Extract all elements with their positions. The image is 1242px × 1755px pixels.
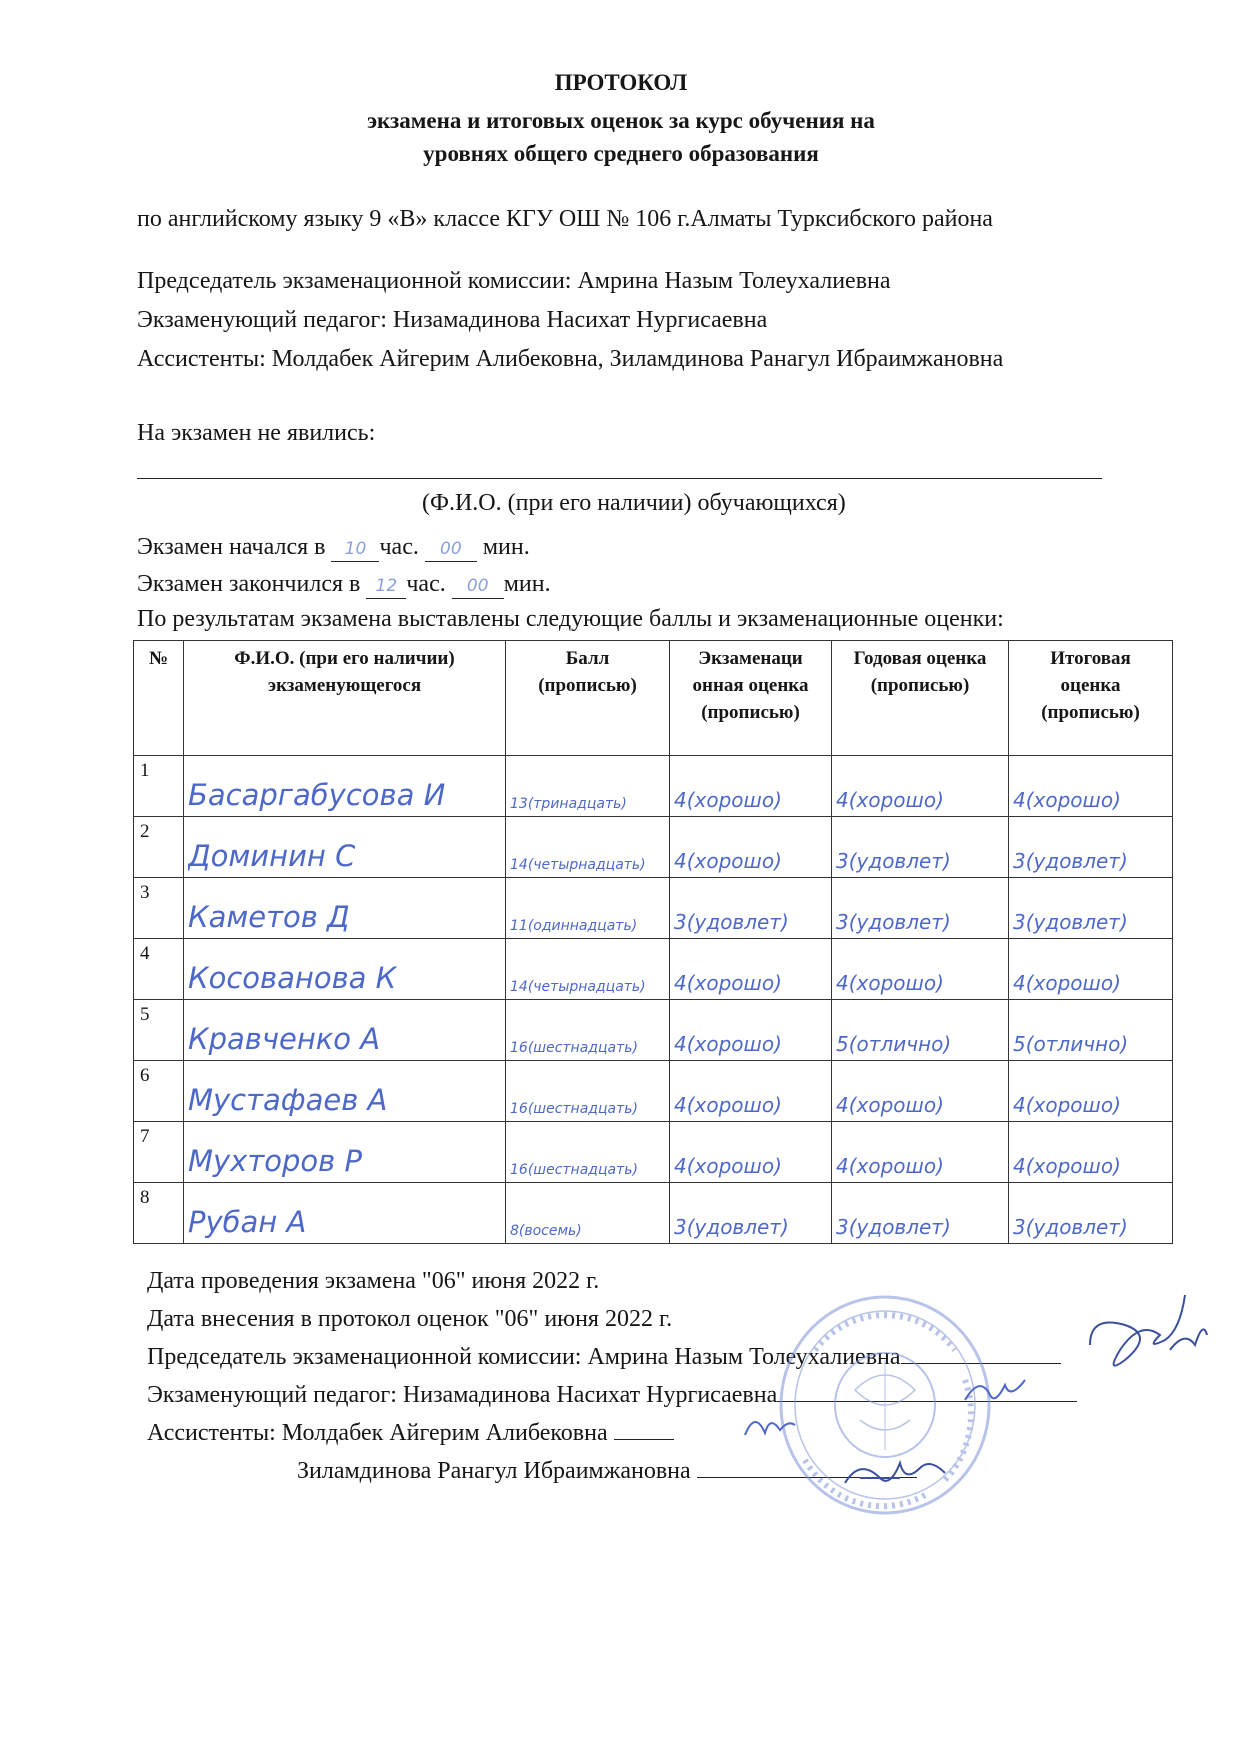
exam-grade: 3(удовлет) <box>674 1215 789 1239</box>
row-number: 1 <box>134 756 184 817</box>
year-grade: 4(хорошо) <box>836 1154 944 1178</box>
year-grade: 5(отлично) <box>836 1032 952 1056</box>
student-name: Кравченко А <box>188 1022 381 1056</box>
column-header-num: № <box>134 641 184 756</box>
row-number: 2 <box>134 817 184 878</box>
year-grade: 3(удовлет) <box>836 1215 951 1239</box>
score-in-words: 11(одиннадцать) <box>510 918 638 934</box>
footer-chair: Председатель экзаменационной комиссии: Амрина Назым Толеухалиевна <box>147 1344 901 1370</box>
subject-line: по английскому языку 9 «В» классе КГУ ОШ № 106 г.Алматы Турксибского района <box>137 206 993 232</box>
score-in-words-cell <box>506 817 670 878</box>
assistant1-signature <box>740 1405 800 1445</box>
absent-blank-line <box>137 478 1102 479</box>
exam-grade-cell <box>670 1183 832 1244</box>
table-row <box>134 817 1173 878</box>
year-grade-cell <box>832 1061 1009 1122</box>
student-name: Доминин С <box>188 839 356 873</box>
exam-grade: 4(хорошо) <box>674 788 782 812</box>
column-header-final-grade: Итоговая оценка (прописью) <box>1009 641 1173 756</box>
score-in-words-cell <box>506 1183 670 1244</box>
year-grade-cell <box>832 1122 1009 1183</box>
exam-grade: 3(удовлет) <box>674 910 789 934</box>
table-row <box>134 1000 1173 1061</box>
score-in-words-cell <box>506 939 670 1000</box>
final-grade-cell <box>1009 1122 1173 1183</box>
row-number: 5 <box>134 1000 184 1061</box>
year-grade: 4(хорошо) <box>836 788 944 812</box>
final-grade: 3(удовлет) <box>1013 849 1128 873</box>
year-grade: 3(удовлет) <box>836 910 951 934</box>
year-grade: 4(хорошо) <box>836 1093 944 1117</box>
exam-start-minute: 00 <box>440 539 462 559</box>
exam-start-prefix: Экзамен начался в <box>137 534 326 560</box>
exam-grade-cell <box>670 939 832 1000</box>
exam-start-line <box>137 534 530 562</box>
exam-end-hour: 12 <box>375 576 398 596</box>
commission-assistants: Ассистенты: Молдабек Айгерим Алибековна, Зиламдинова Ранагул Ибраимжановна <box>137 346 1004 372</box>
row-number: 3 <box>134 878 184 939</box>
footer-assistant2: Зиламдинова Ранагул Ибраимжановна <box>297 1458 691 1484</box>
results-intro: По результатам экзамена выставлены следующие баллы и экзаменационные оценки: <box>137 606 1004 632</box>
hour-label: час. <box>379 534 419 560</box>
student-name-cell <box>184 1183 506 1244</box>
student-name: Рубан А <box>188 1205 307 1239</box>
exam-grade: 4(хорошо) <box>674 971 782 995</box>
absent-caption: (Ф.И.О. (при его наличии) обучающихся) <box>422 490 846 516</box>
student-name-cell <box>184 1061 506 1122</box>
score-in-words-cell <box>506 756 670 817</box>
absent-label: На экзамен не явились: <box>137 420 376 446</box>
score-in-words: 14(четырнадцать) <box>510 857 646 873</box>
minute-label: мин. <box>503 571 551 597</box>
year-grade-cell <box>832 817 1009 878</box>
score-in-words-cell <box>506 1061 670 1122</box>
student-name-cell <box>184 817 506 878</box>
final-grade-cell <box>1009 1183 1173 1244</box>
student-name: Басаргабусова И <box>188 778 446 812</box>
year-grade-cell <box>832 756 1009 817</box>
document-subtitle-line1: экзамена и итоговых оценок за курс обучения на <box>367 108 875 133</box>
exam-end-line <box>137 571 551 599</box>
score-in-words: 16(шестнадцать) <box>510 1101 638 1117</box>
commission-examiner: Экзаменующий педагог: Низамадинова Насихат Нургисаевна <box>137 307 768 333</box>
exam-end-minute: 00 <box>466 576 489 596</box>
final-grade: 4(хорошо) <box>1013 1154 1121 1178</box>
score-in-words: 14(четырнадцать) <box>510 979 646 995</box>
entry-date: Дата внесения в протокол оценок "06" июня 2022 г. <box>147 1306 673 1332</box>
hour-label: час. <box>406 571 446 597</box>
row-number: 4 <box>134 939 184 1000</box>
exam-grade-cell <box>670 1000 832 1061</box>
table-row <box>134 1122 1173 1183</box>
exam-grade: 4(хорошо) <box>674 1154 782 1178</box>
final-grade-cell <box>1009 939 1173 1000</box>
minute-label: мин. <box>482 534 530 560</box>
final-grade-cell <box>1009 756 1173 817</box>
final-grade: 4(хорошо) <box>1013 1093 1121 1117</box>
footer-assistant1-line <box>147 1420 674 1447</box>
score-in-words: 16(шестнадцать) <box>510 1162 638 1178</box>
final-grade-cell <box>1009 878 1173 939</box>
table-row <box>134 1183 1173 1244</box>
score-in-words: 8(восемь) <box>510 1223 582 1239</box>
table-row <box>134 939 1173 1000</box>
final-grade: 3(удовлет) <box>1013 1215 1128 1239</box>
exam-end-prefix: Экзамен закончился в <box>137 571 361 597</box>
student-name: Косованова К <box>188 961 397 995</box>
exam-grade: 4(хорошо) <box>674 1032 782 1056</box>
table-header-row <box>134 641 1173 756</box>
column-header-ball: Балл (прописью) <box>506 641 670 756</box>
table-row <box>134 878 1173 939</box>
final-grade-cell <box>1009 817 1173 878</box>
final-grade: 4(хорошо) <box>1013 971 1121 995</box>
examiner-signature <box>960 1370 1030 1410</box>
student-name-cell <box>184 756 506 817</box>
document-title: ПРОТОКОЛ <box>554 70 688 95</box>
student-name: Мухторов Р <box>188 1144 362 1178</box>
chair-signature <box>1085 1290 1210 1385</box>
row-number: 6 <box>134 1061 184 1122</box>
exam-grade: 4(хорошо) <box>674 1093 782 1117</box>
year-grade-cell <box>832 878 1009 939</box>
table-row <box>134 756 1173 817</box>
student-name: Каметов Д <box>188 900 350 934</box>
exam-grade-cell <box>670 817 832 878</box>
exam-date: Дата проведения экзамена "06" июня 2022 г. <box>147 1268 600 1294</box>
row-number: 8 <box>134 1183 184 1244</box>
footer-examiner: Экзаменующий педагог: Низамадинова Насихат Нургисаевна <box>147 1382 778 1408</box>
student-name-cell <box>184 939 506 1000</box>
score-in-words-cell <box>506 878 670 939</box>
exam-grade-cell <box>670 756 832 817</box>
final-grade: 3(удовлет) <box>1013 910 1128 934</box>
exam-grade-cell <box>670 1122 832 1183</box>
student-name-cell <box>184 1122 506 1183</box>
column-header-year-grade: Годовая оценка (прописью) <box>832 641 1009 756</box>
student-name-cell <box>184 1000 506 1061</box>
document-subtitle-line2: уровнях общего среднего образования <box>423 141 819 166</box>
footer-assistant1: Ассистенты: Молдабек Айгерим Алибековна <box>147 1420 608 1446</box>
score-in-words-cell <box>506 1122 670 1183</box>
score-in-words-cell <box>506 1000 670 1061</box>
column-header-exam-grade: Экзаменаци онная оценка (прописью) <box>670 641 832 756</box>
year-grade-cell <box>832 1183 1009 1244</box>
final-grade: 5(отлично) <box>1013 1032 1129 1056</box>
score-in-words: 16(шестнадцать) <box>510 1040 638 1056</box>
final-grade: 4(хорошо) <box>1013 788 1121 812</box>
final-grade-cell <box>1009 1000 1173 1061</box>
student-name-cell <box>184 878 506 939</box>
exam-grade-cell <box>670 1061 832 1122</box>
student-name: Мустафаев А <box>188 1083 388 1117</box>
row-number: 7 <box>134 1122 184 1183</box>
year-grade: 4(хорошо) <box>836 971 944 995</box>
assistant2-signature <box>840 1448 950 1498</box>
exam-grade-cell <box>670 878 832 939</box>
exam-grade: 4(хорошо) <box>674 849 782 873</box>
score-in-words: 13(тринадцать) <box>510 796 627 812</box>
year-grade-cell <box>832 1000 1009 1061</box>
grades-table <box>133 640 1173 1244</box>
column-header-name: Ф.И.О. (при его наличии) экзаменующегося <box>184 641 506 756</box>
table-row <box>134 1061 1173 1122</box>
year-grade-cell <box>832 939 1009 1000</box>
year-grade: 3(удовлет) <box>836 849 951 873</box>
commission-chair: Председатель экзаменационной комиссии: Амрина Назым Толеухалиевна <box>137 268 891 294</box>
final-grade-cell <box>1009 1061 1173 1122</box>
exam-start-hour: 10 <box>344 539 367 559</box>
assistant1-signature-line <box>614 1439 674 1440</box>
